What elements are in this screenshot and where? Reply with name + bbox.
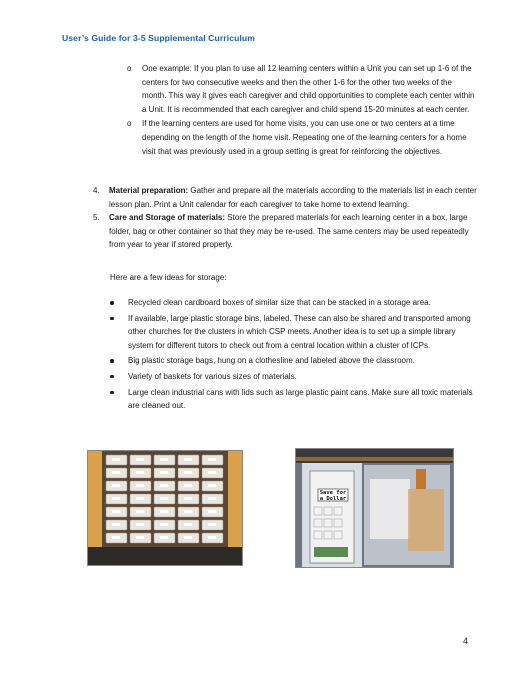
item-title: Care and Storage of materials: [109,213,226,223]
bin-label-tag [184,471,192,474]
bin-label-tag [112,510,120,513]
bin-label-tag [112,471,120,474]
circle-bullet-icon: o [127,64,132,73]
storage-intro: Here are a few ideas for storage: [110,273,227,282]
item-title: Material preparation: [109,186,189,195]
sub-list-item [115,62,475,116]
item-text: Gather and prepare all the materials according to the materials list in each center lesson plan. Print a Unit calendar for each caregiver to take home to extend learning. [109,186,477,209]
storage-ideas-list [110,296,480,415]
bin-label-tag [136,523,144,526]
bullet-item [110,370,480,384]
bin-label-tag [160,471,168,474]
bullet-icon [110,301,114,305]
bin-label-tag [184,536,192,539]
numbered-item [93,184,477,211]
bin-label-tag [208,458,216,461]
hanging-bags-illustration [296,449,453,567]
bin-label-tag [136,484,144,487]
bullet-icon [110,375,114,379]
bin-label-tag [184,510,192,513]
sub-item-text: One example: If you plan to use all 12 learning centers within a Unit you can set up 1-6 of the centers for two consecutive weeks and then the other 1-6 for the other two weeks of the month. This way it gives each caregiver and child opportunities to complete each center within a Unit. It is recommended that each caregiver and child spend 15-20 minutes at each center. [142,64,475,114]
bin-label-tag [184,458,192,461]
bin-label-tag [112,484,120,487]
bullet-icon [110,391,114,395]
bin-label-tag [184,523,192,526]
bag-label [318,490,348,502]
hanging-bags-photo [295,448,454,568]
bullet-item [110,354,480,368]
bin-label-tag [136,497,144,500]
storage-bins-illustration [88,451,242,565]
bin-label-tag [160,510,168,513]
sub-item-text: If the learning centers are used for home visits, you can use one or two centers at a time depending on the length of the home visit. Repeating one of the learning centers for a home visit that was previously used in a group setting is great for reinforcing the objectives. [142,119,467,156]
circle-bullet-icon: o [127,119,132,129]
bin-label-tag [208,536,216,539]
bin-label-tag [112,536,120,539]
bin-label-tag [160,523,168,526]
bin-label-tag [112,497,120,500]
bin-label-tag [160,458,168,461]
bullet-text: Big plastic storage bags, hung on a clothesline and labeled above the classroom. [128,356,415,366]
bin-label-tag [184,497,192,500]
running-header: User’s Guide for 3-5 Supplemental Curriculum [62,33,256,43]
bullet-item [110,386,480,413]
bullet-icon [110,317,114,321]
bin-label-tag [184,484,192,487]
bin-label-tag [208,471,216,474]
sub-list [115,62,475,159]
bullet-text: If available, large plastic storage bins, labeled. These can also be shared and transported among other churches for the clusters in which CSP meets. Another idea is to set up a simple library system for different tutors to check out from a central location within a cluster of ICPs. [128,313,471,350]
bin-label-tag [160,497,168,500]
bin-label-tag [160,484,168,487]
bin-label-tag [112,523,120,526]
numbered-item [93,211,477,252]
bullet-item [110,312,480,353]
bin-label-tag [208,510,216,513]
storage-bins-photo [87,450,243,566]
bin-label-tag [136,510,144,513]
bag-label-line2: a Dollar [319,496,347,502]
bag-label-line1: Save for [319,490,347,496]
item-text: Store the prepared materials for each learning center in a box, large folder, bag or other container so that they may be re-used. The same centers may be used repeatedly from year to year if stored properly. [109,213,469,250]
bin-label-tag [112,458,120,461]
bin-label-tag [136,471,144,474]
item-number: 4. [93,186,100,195]
bullet-text: Large clean industrial cans with lids such as large plastic paint cans. Make sure all toxic materials are cleaned out. [128,387,473,411]
bin-label-tag [208,484,216,487]
page-number: 4 [463,636,469,646]
bin-label-tag [136,536,144,539]
bullet-text: Recycled clean cardboard boxes of similar size that can be stacked in a storage area. [128,298,431,307]
bin-label-tag [208,497,216,500]
bullet-icon [110,359,114,363]
item-number: 5. [93,213,100,223]
sub-list-item [115,117,475,158]
bullet-item [110,296,480,310]
bullet-text: Variety of baskets for various sizes of materials. [128,371,297,381]
bin-label-tag [136,458,144,461]
bin-label-tag [160,536,168,539]
bin-label-tag [208,523,216,526]
numbered-list [93,184,477,252]
